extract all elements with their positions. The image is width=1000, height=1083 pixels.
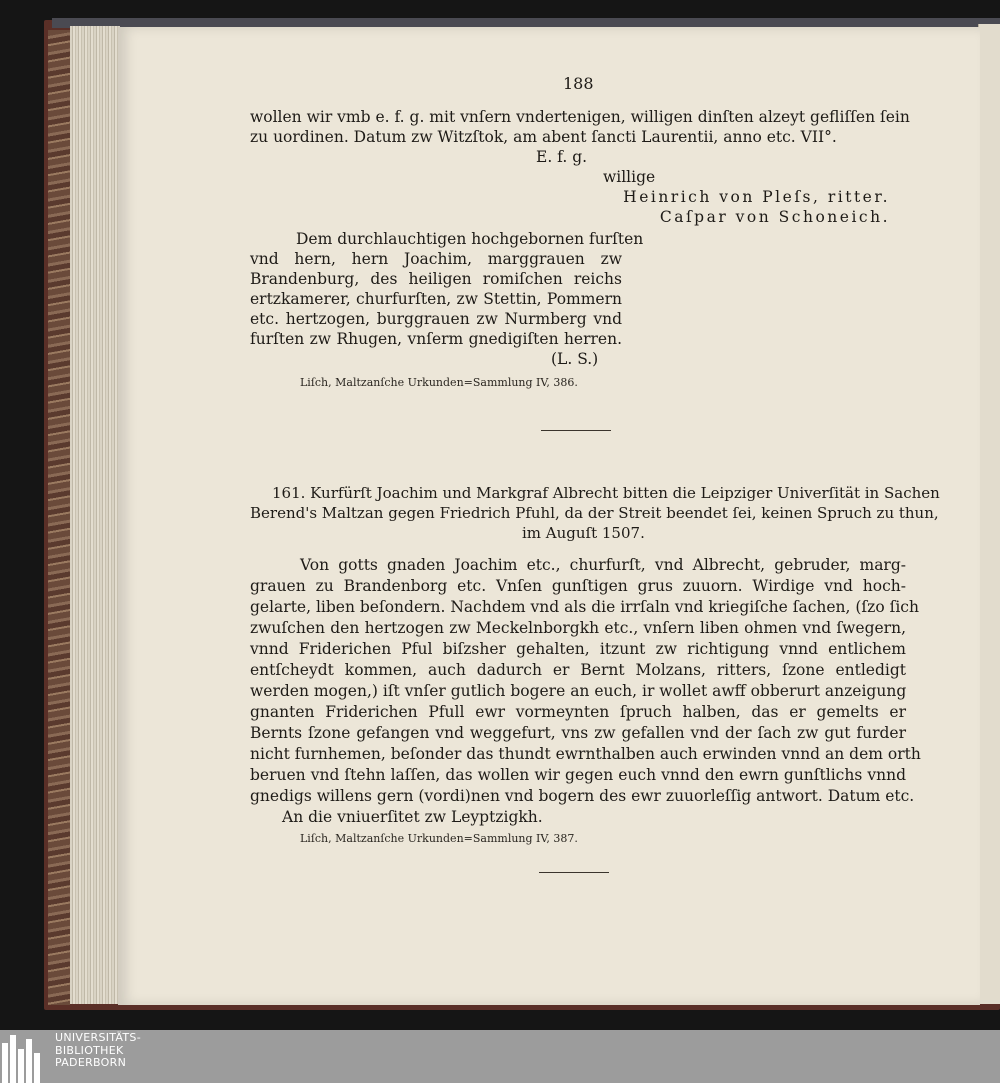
body-line: gnanten Friderichen Pfull ewr vormeynten ſpruch halben, das er gemelts er — [250, 703, 906, 721]
body-line: vnnd Friderichen Pful biſzsher gehalten, itzunt zw richtigung vnnd entlichem — [250, 640, 906, 658]
address-line: Brandenburg, des heiligen romiſchen reichs — [250, 270, 622, 288]
address-line: Dem durchlauchtigen hochgebornen furſten — [296, 230, 644, 248]
willige-line: willige — [603, 168, 656, 186]
address-line: furſten zw Rhugen, vnſerm gnedigiſten herren. — [250, 330, 622, 348]
section-divider — [539, 872, 609, 873]
library-name-line: PADERBORN — [55, 1056, 127, 1069]
body-line: werden mogen,) iſt vnſer gutlich bogere an euch, ir wollet awff obberurt anzeigung — [250, 682, 907, 700]
document-heading: Berend's Maltzan gegen Friedrich Pfuhl, da der Streit beendet ſei, keinen Spruch zu thun, — [250, 504, 939, 522]
page-edges — [70, 26, 120, 1004]
address-line: vnd hern, hern Joachim, marggrauen zw — [250, 250, 622, 268]
book-spine — [48, 30, 70, 1005]
source-citation: Liſch, Maltzanſche Urkunden=Sammlung IV, 386. — [300, 376, 578, 389]
closing-address: An die vniuerſitet zw Leyptzigkh. — [282, 808, 543, 826]
source-citation: Liſch, Maltzanſche Urkunden=Sammlung IV, 387. — [300, 832, 578, 845]
next-page-edge — [978, 24, 1000, 1004]
address-line: ertzkamerer, churfurſten, zw Stettin, Pommern — [250, 290, 622, 308]
signer: Heinrich von Pleſs, ritter. — [623, 188, 890, 206]
text-line: wollen wir vmb e. f. g. mit vnſern vndertenigen, willigen dinſten alzeyt gefliſſen ſein — [250, 108, 910, 126]
body-line: gelarte, liben beſondern. Nachdem vnd als die irrſaln vnd kriegiſche ſachen, (ſzo ſich — [250, 598, 919, 616]
signer: Caſpar von Schoneich. — [659, 208, 890, 226]
library-name — [55, 1032, 141, 1070]
body-line: Bernts ſzone gefangen vnd weggefurt, vns zw gefallen vnd der ſach zw gut furder — [250, 724, 906, 742]
section-divider — [541, 430, 611, 431]
address-line: etc. hertzogen, burggrauen zw Nurmberg vnd — [250, 310, 622, 328]
salutation: E. f. g. — [536, 148, 588, 166]
seal-mark: (L. S.) — [551, 350, 599, 368]
body-line: grauen zu Brandenborg etc. Vnſen gunſtigen grus zuuorn. Wirdige vnd hoch- — [250, 577, 906, 595]
text-line: zu uordinen. Datum zw Witzſtok, am abent ſancti Laurentii, anno etc. VII°. — [250, 128, 837, 146]
body-line: nicht furnhemen, beſonder das thundt ewrnthalben auch erwinden vnnd an dem orth — [250, 745, 921, 763]
page-number: 188 — [563, 74, 594, 93]
library-footer — [0, 1030, 1000, 1083]
body-line: entſcheydt kommen, auch dadurch er Bernt Molzans, ritters, ſzone entledigt — [250, 661, 906, 679]
document-date: im Auguſt 1507. — [522, 524, 645, 542]
library-name-line: BIBLIOTHEK — [55, 1043, 124, 1057]
body-line: Von gotts gnaden Joachim etc., churfurſt, vnd Albrecht, gebruder, marg- — [300, 556, 906, 574]
body-line: beruen vnd ſtehn laſſen, das wollen wir gegen euch vnnd den ewrn gunſtlichs vnnd — [250, 766, 906, 784]
library-name-line: UNIVERSITÄTS- — [55, 1031, 141, 1044]
document-heading: 161. Kurfürſt Joachim und Markgraf Albrecht bitten die Leipziger Univerſität in Sachen — [272, 484, 940, 502]
library-logo-icon — [0, 1030, 48, 1083]
body-line: gnedigs willens gern (vordi)nen vnd bogern des ewr zuuorleſſig antwort. Datum etc. — [250, 787, 915, 805]
body-line: zwuſchen den hertzogen zw Meckelnborgkh etc., vnſern liben ohmen vnd ſwegern, — [250, 619, 906, 637]
